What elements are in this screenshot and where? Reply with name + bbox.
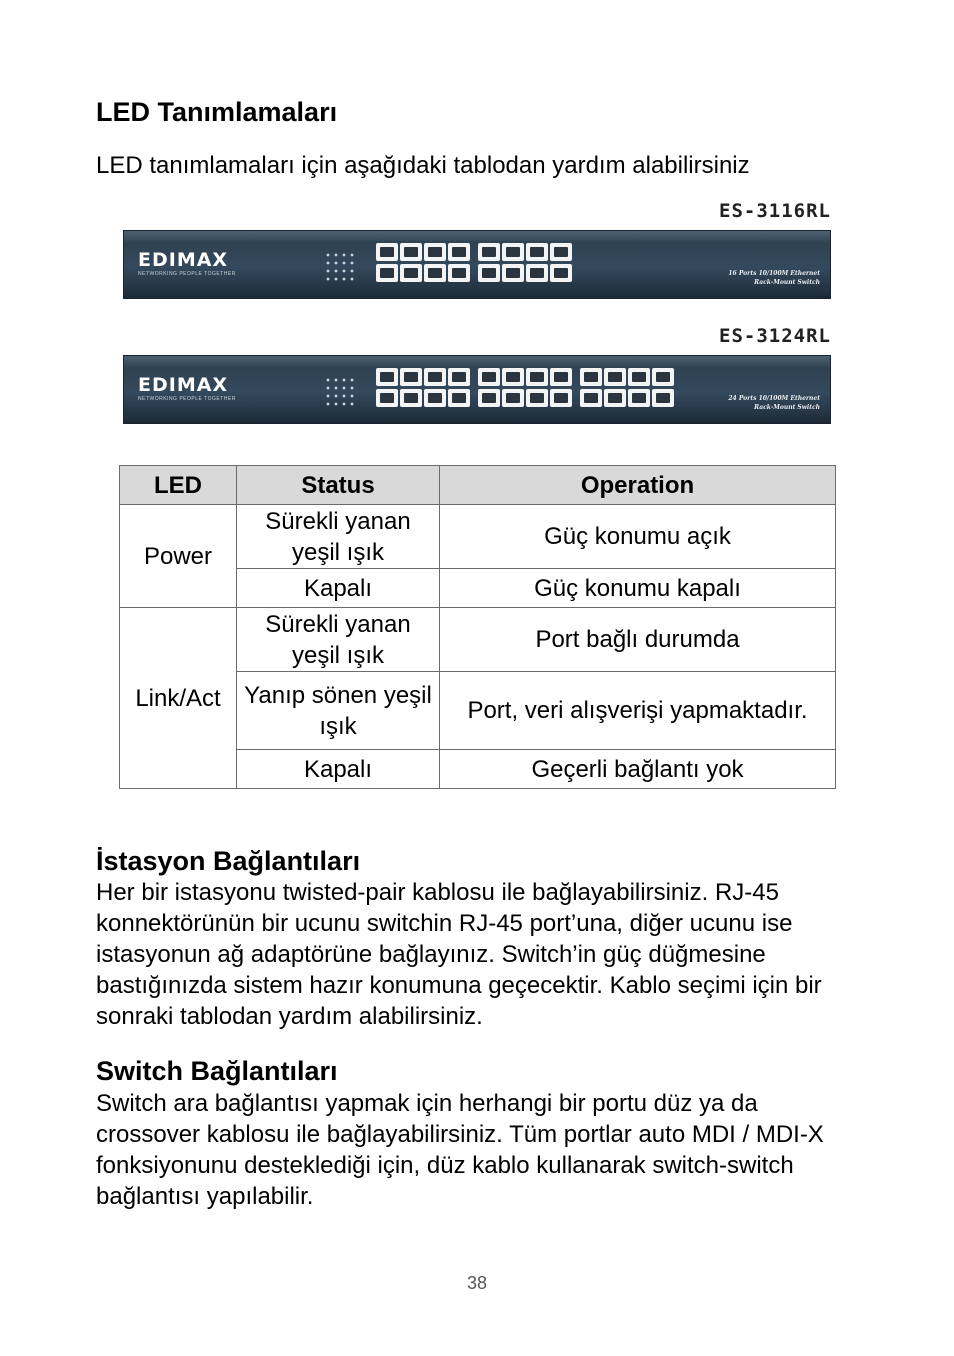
- section-title-switch: Switch Bağlantıları: [96, 1056, 338, 1086]
- model-label-es3124rl: ES-3124RL: [719, 325, 831, 347]
- led-intro-text: LED tanımlamaları için aşağıdaki tablodan yardım alabilirsiniz: [96, 152, 750, 179]
- operation-cell: Güç konumu açık: [440, 505, 836, 569]
- edimax-logo: EDIMAX: [138, 374, 229, 396]
- section-title-led: LED Tanımlamaları: [96, 97, 338, 127]
- operation-cell: Geçerli bağlantı yok: [440, 750, 836, 789]
- table-header-row: [120, 466, 836, 505]
- port-bank: [376, 368, 674, 407]
- operation-cell: Port bağlı durumda: [440, 608, 836, 672]
- status-cell: Kapalı: [237, 569, 440, 608]
- column-header-led: LED: [120, 466, 237, 505]
- led-indicator-panel: [324, 251, 358, 281]
- column-header-operation: Operation: [440, 466, 836, 505]
- section-title-station: İstasyon Bağlantıları: [96, 846, 361, 876]
- brand-tagline: NETWORKING PEOPLE TOGETHER: [138, 271, 236, 277]
- status-cell: Sürekli yanan yeşil ışık: [237, 505, 440, 569]
- model-label-es3116rl: ES-3116RL: [719, 200, 831, 222]
- status-cell: Kapalı: [237, 750, 440, 789]
- led-cell-link-act: Link/Act: [120, 608, 237, 789]
- operation-cell: Güç konumu kapalı: [440, 569, 836, 608]
- table-row: [120, 608, 836, 672]
- led-cell-power: Power: [120, 505, 237, 608]
- led-definition-table: [119, 465, 836, 789]
- led-indicator-panel: [324, 376, 358, 406]
- port-bank: [376, 243, 572, 282]
- switch-description: 24 Ports 10/100M Ethernet Rack-Mount Switch: [728, 395, 820, 411]
- brand-tagline: NETWORKING PEOPLE TOGETHER: [138, 396, 236, 402]
- table-row: [120, 505, 836, 569]
- switch-description: 16 Ports 10/100M Ethernet Rack-Mount Switch: [728, 270, 820, 286]
- switch-image-es3124rl: [123, 355, 831, 424]
- page-number: 38: [466, 1273, 488, 1293]
- status-cell: Yanıp sönen yeşil ışık: [237, 672, 440, 750]
- operation-cell: Port, veri alışverişi yapmaktadır.: [440, 672, 836, 750]
- station-body-text: Her bir istasyonu twisted-pair kablosu ile bağlayabilirsiniz. RJ-45 konnektörünün bir ucunu switchin RJ-45 port’una, diğer ucunu ise istasyonun ağ adaptörüne bağlayınız. Switch’in güç düğmesine bastığınızda sistem hazır konumuna geçecektir. Kablo seçimi için bir sonraki tablodan yardım alabilirsiniz.: [96, 879, 822, 1030]
- switch-body-text: Switch ara bağlantısı yapmak için herhangi bir portu düz ya da crossover kablosu ile bağlayabilirsiniz. Tüm portlar auto MDI / MDI-X fonksiyonunu desteklediği için, düz kablo kullanarak switch-switch bağlantısı yapılabilir.: [96, 1090, 824, 1210]
- column-header-status: Status: [237, 466, 440, 505]
- edimax-logo: EDIMAX: [138, 249, 229, 271]
- status-cell: Sürekli yanan yeşil ışık: [237, 608, 440, 672]
- switch-image-es3116rl: [123, 230, 831, 299]
